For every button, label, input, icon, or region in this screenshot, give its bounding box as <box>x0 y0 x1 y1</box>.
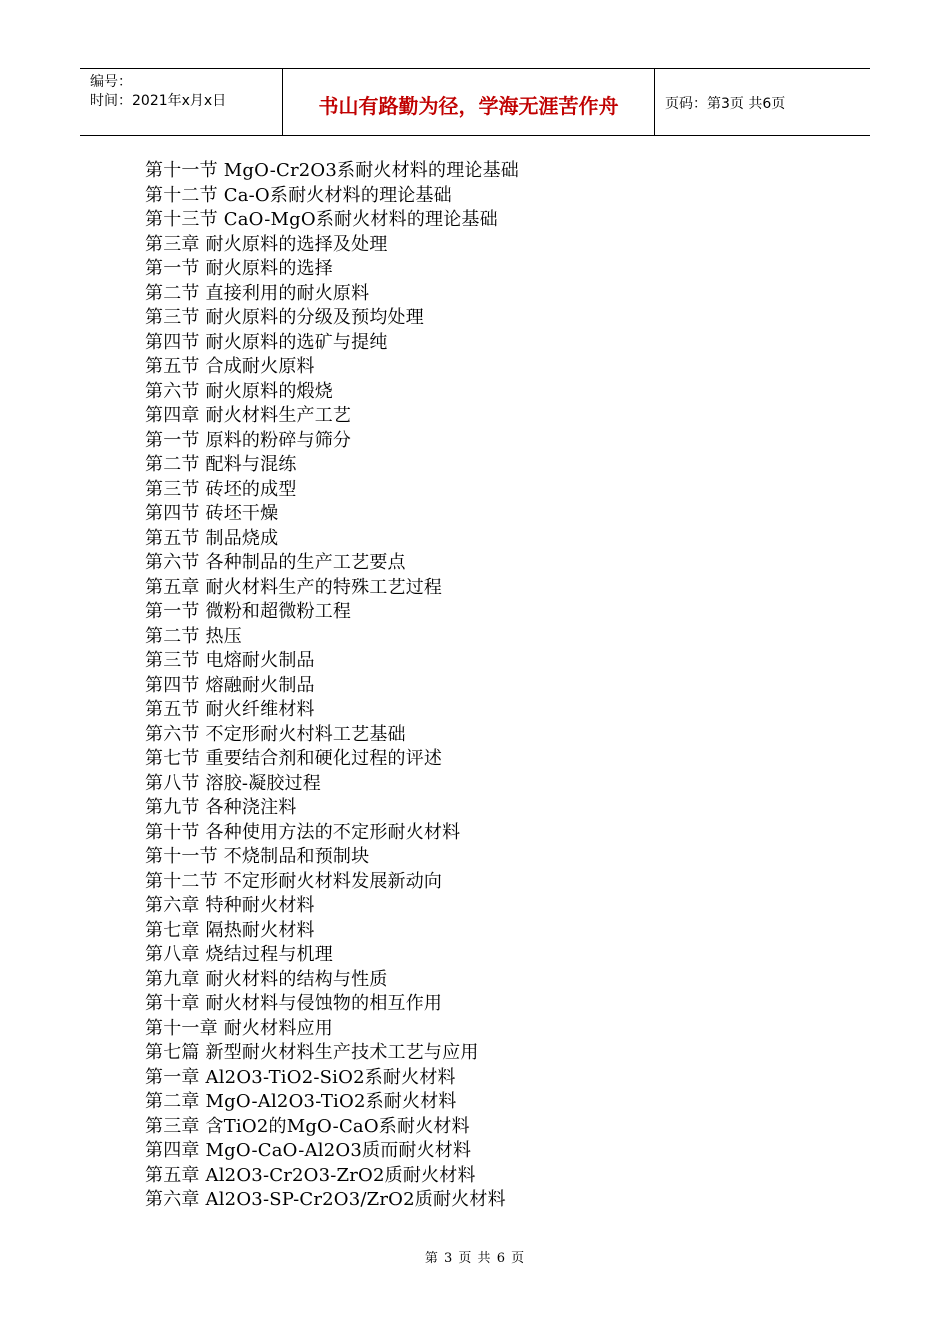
header-meta <box>80 69 283 135</box>
toc-entry: 第四章 耐火材料生产工艺 <box>145 405 352 426</box>
toc-entry: 第四节 砖坯干燥 <box>145 503 279 524</box>
toc-entry: 第一章 Al2O3-TiO2-SiO2系耐火材料 <box>145 1066 456 1088</box>
toc-entry: 第五节 合成耐火原料 <box>145 356 315 377</box>
page-header <box>80 68 870 136</box>
toc-entry: 第七章 隔热耐火材料 <box>145 919 315 941</box>
toc-entry: 第二节 配料与混练 <box>145 454 297 475</box>
toc-entry: 第十一节 MgO-Cr2O3系耐火材料的理论基础 <box>145 160 520 181</box>
toc-entry: 第八节 溶胶-凝胶过程 <box>145 772 322 794</box>
toc-entry: 第九章 耐火材料的结构与性质 <box>145 968 388 990</box>
toc-entry: 第三章 含TiO2的MgO-CaO系耐火材料 <box>145 1115 470 1137</box>
toc-entry: 第五章 耐火材料生产的特殊工艺过程 <box>145 576 443 598</box>
toc-entry: 第一节 耐火原料的选择 <box>145 258 333 279</box>
toc-entry: 第四章 MgO-CaO-Al2O3质而耐火材料 <box>145 1140 472 1161</box>
toc-entry: 第十三节 CaO-MgO系耐火材料的理论基础 <box>145 209 498 230</box>
toc-entry: 第七节 重要结合剂和硬化过程的评述 <box>145 748 443 769</box>
toc-entry: 第六章 特种耐火材料 <box>145 895 315 916</box>
table-of-contents <box>145 159 845 1213</box>
page-footer: 第 3 页 共 6 页 <box>424 1251 526 1266</box>
toc-entry: 第一节 原料的粉碎与筛分 <box>145 429 352 451</box>
toc-entry: 第十节 各种使用方法的不定形耐火材料 <box>145 821 461 843</box>
toc-entry: 第十二节 Ca-O系耐火材料的理论基础 <box>145 184 452 206</box>
time-label: 时间：2021年x月x日 <box>90 93 227 109</box>
toc-entry: 第六节 耐火原料的煅烧 <box>145 380 333 402</box>
header-motto: 书山有路勤为径，学海无涯苦作舟 <box>283 69 655 135</box>
number-label: 编号： <box>90 74 132 90</box>
toc-entry: 第三节 电熔耐火制品 <box>145 650 315 671</box>
toc-entry: 第五章 Al2O3-Cr2O3-ZrO2质耐火材料 <box>145 1164 476 1186</box>
toc-entry: 第一节 微粉和超微粉工程 <box>145 601 352 622</box>
toc-entry: 第三节 耐火原料的分级及预均处理 <box>145 307 424 328</box>
header-page-info: 页码：第3页 共6页 <box>665 96 786 112</box>
toc-entry: 第七篇 新型耐火材料生产技术工艺与应用 <box>145 1042 479 1063</box>
toc-entry: 第三章 耐火原料的选择及处理 <box>145 233 388 255</box>
toc-entry: 第十一章 耐火材料应用 <box>145 1017 333 1039</box>
toc-entry: 第四节 耐火原料的选矿与提纯 <box>145 331 388 353</box>
toc-entry: 第六章 Al2O3-SP-Cr2O3/ZrO2质耐火材料 <box>145 1189 506 1210</box>
toc-entry: 第六节 不定形耐火村料工艺基础 <box>145 723 406 745</box>
toc-entry: 第九节 各种浇注料 <box>145 797 297 818</box>
toc-entry: 第三节 砖坯的成型 <box>145 478 297 500</box>
toc-entry: 第二节 热压 <box>145 625 242 647</box>
toc-entry: 第十一节 不烧制品和预制块 <box>145 846 370 867</box>
toc-entry: 第十二节 不定形耐火材料发展新动向 <box>145 870 443 892</box>
toc-entry: 第十章 耐火材料与侵蚀物的相互作用 <box>145 993 443 1014</box>
toc-entry: 第五节 制品烧成 <box>145 527 279 549</box>
toc-entry: 第六节 各种制品的生产工艺要点 <box>145 552 406 573</box>
toc-entry: 第八章 烧结过程与机理 <box>145 944 333 965</box>
toc-entry: 第五节 耐火纤维材料 <box>145 699 315 720</box>
toc-entry: 第四节 熔融耐火制品 <box>145 674 315 696</box>
toc-entry: 第二章 MgO-Al2O3-TiO2系耐火材料 <box>145 1091 457 1112</box>
toc-entry: 第二节 直接利用的耐火原料 <box>145 282 370 304</box>
